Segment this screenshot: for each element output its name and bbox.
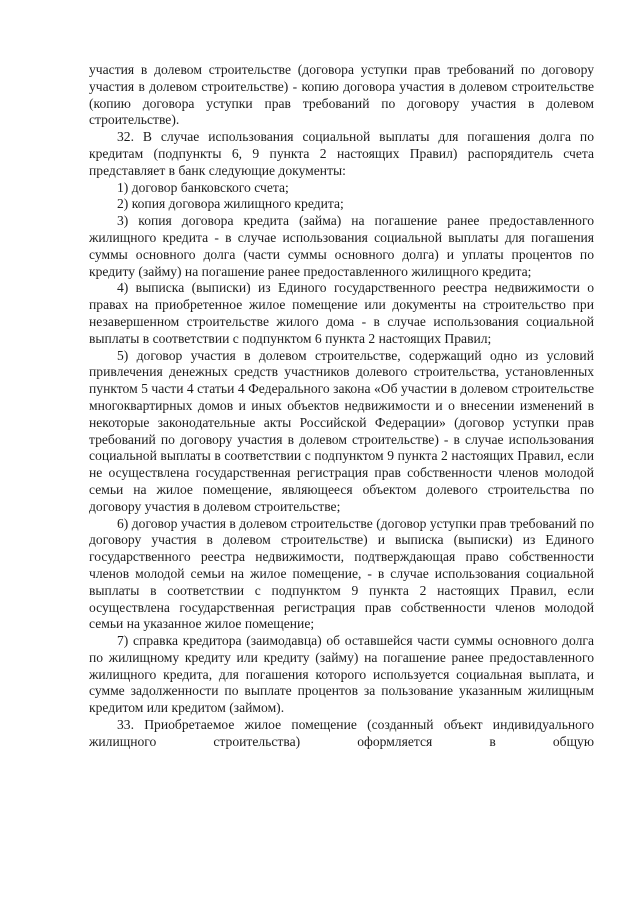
paragraph-continuation: участия в долевом строительстве (договора уступки прав требований по договору участия в долевом строительстве) - копию договора участия в долевом строительстве (копию договора уступки прав требований по договору участия в долевом строительстве). <box>89 62 594 128</box>
list-item-6: 6) договор участия в долевом строительстве (договор уступки прав требований по договору участия в долевом строительстве) и выписка (выписки) из Единого государственного реестра недвижимости, подтверждающая право собственности членов молодой семьи на жилое помещение, - в случае использования социальной выплаты в соответствии с подпунктом 9 пункта 2 настоящих Правил, если осуществлена государственная регистрация прав собственности членов молодой семьи на указанное жилое помещение; <box>89 515 594 632</box>
list-item-7: 7) справка кредитора (заимодавца) об оставшейся части суммы основного долга по жилищному кредиту или кредиту (займу) на погашение ранее предоставленного жилищного кредита, для погашения которого используется социальная выплата, и сумме задолженности по выплате процентов за пользование указанным жилищным кредитом или кредитом (займом). <box>89 633 594 716</box>
document-body <box>89 62 594 751</box>
list-item-4: 4) выписка (выписки) из Единого государственного реестра недвижимости о правах на приобретенное жилое помещение или документы на строительство при незавершенном строительстве жилого дома - в случае использования социальной выплаты в соответствии с подпунктом 6 пункта 2 настоящих Правил; <box>89 280 594 346</box>
list-item-2: 2) копия договора жилищного кредита; <box>117 196 344 212</box>
list-item-1: 1) договор банковского счета; <box>117 179 289 195</box>
paragraph-32: 32. В случае использования социальной выплаты для погашения долга по кредитам (подпункты 6, 9 пункта 2 настоящих Правил) распорядитель счета представляет в банк следующие документы: <box>89 129 594 178</box>
list-item-3: 3) копия договора кредита (займа) на погашение ранее предоставленного жилищного кредита - в случае использования социальной выплаты для погашения суммы основного долга (части суммы основного долга) и уплаты процентов по кредиту (займу) на погашение ранее предоставленного жилищного кредита; <box>89 213 594 279</box>
paragraph-33: 33. Приобретаемое жилое помещение (созданный объект индивидуального жилищного строительства) оформляется в общую <box>89 717 594 749</box>
list-item-5: 5) договор участия в долевом строительстве, содержащий одно из условий привлечения денежных средств участников долевого строительства, установленных пунктом 5 части 4 статьи 4 Федерального закона «Об участии в долевом строительстве многоквартирных домов и иных объектов недвижимости и о внесении изменений в некоторые законодательные акты Российской Федерации» (договор уступки прав требований по договору участия в долевом строительстве) - в случае использования социальной выплаты в соответствии с подпунктом 9 пункта 2 настоящих Правил, если не осуществлена государственная регистрация прав собственности членов молодой семьи на жилое помещение, являющееся объектом долевого строительства по договору участия в долевом строительстве; <box>89 347 594 514</box>
